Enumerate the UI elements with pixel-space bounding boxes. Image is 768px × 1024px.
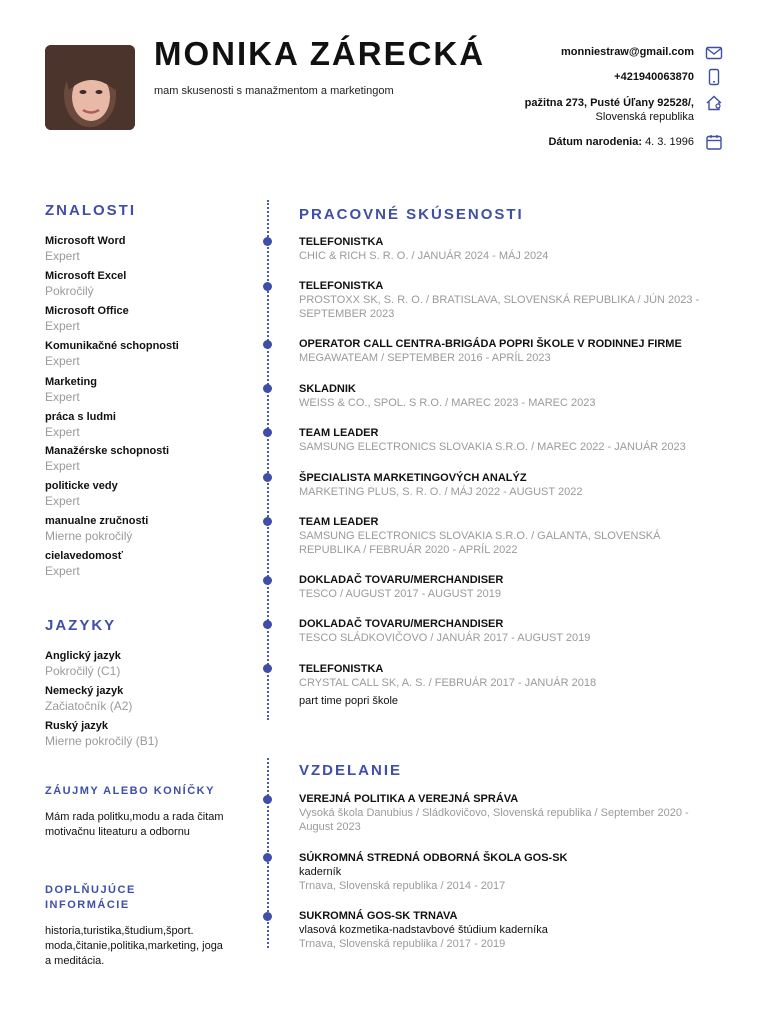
birth-date: Dátum narodenia: 4. 3. 1996 [548, 136, 694, 148]
hobbies-heading: ZÁUJMY ALEBO KONÍČKY [45, 785, 215, 797]
phone-icon [705, 68, 723, 86]
skills-heading: ZNALOSTI [45, 202, 136, 219]
profile-photo [45, 45, 135, 130]
skill-item: politicke vedy Expert [45, 480, 118, 508]
phone-text[interactable]: +421940063870 [614, 71, 694, 83]
experience-heading: PRACOVNÉ SKÚSENOSTI [299, 206, 524, 223]
experience-item: TELEFONISTKA PROSTOXX SK, S. R. O. / BRATISLAVA, SLOVENSKÁ REPUBLIKA / JÚN 2023 - SEPTEMBER 2023 [299, 280, 700, 320]
skill-item: práca s ludmi Expert [45, 411, 116, 439]
experience-item: TELEFONISTKA CHIC & RICH S. R. O. / JANUÁR 2024 - MÁJ 2024 [299, 236, 549, 262]
skill-item: manualne zručnosti Mierne pokročilý [45, 515, 149, 543]
skill-item: Microsoft Excel Pokročilý [45, 270, 127, 298]
timeline-dot [263, 384, 272, 393]
skill-item: Komunikačné schopnosti Expert [45, 340, 179, 368]
experience-item: TELEFONISTKA CRYSTAL CALL SK, A. S. / FEBRUÁR 2017 - JANUÁR 2018 part time popri škole [299, 663, 597, 707]
timeline-dot [263, 795, 272, 804]
timeline-dot [263, 620, 272, 629]
skill-item: Manažérske schopnosti Expert [45, 445, 170, 473]
skill-item: cielavedomosť Expert [45, 550, 124, 578]
experience-item: ŠPECIALISTA MARKETINGOVÝCH ANALÝZ MARKETING PLUS, S. R. O. / MÁJ 2022 - AUGUST 2022 [299, 472, 583, 498]
education-heading: VZDELANIE [299, 762, 403, 779]
hobbies-text: Mám rada politku,modu a rada čitam motivačnu liteaturu a odbornu [45, 811, 224, 838]
email-text[interactable]: monniestraw@gmail.com [561, 46, 694, 58]
experience-timeline [267, 200, 269, 720]
additional-info-text: historia,turistika,študium,šport. moda,čitanie,politika,marketing, joga a meditácia. [45, 925, 223, 967]
home-icon [705, 94, 723, 112]
timeline-dot [263, 912, 272, 921]
skill-item: Microsoft Word Expert [45, 235, 126, 263]
education-item: SÚKROMNÁ STREDNÁ ODBORNÁ ŠKOLA GOS-SK kaderník Trnava, Slovenská republika / 2014 - 2017 [299, 852, 568, 892]
language-item: Ruský jazyk Mierne pokročilý (B1) [45, 720, 159, 748]
experience-item: OPERATOR CALL CENTRA-BRIGÁDA POPRI ŠKOLE V RODINNEJ FIRME MEGAWATEAM / SEPTEMBER 2016 - APRÍL 2023 [299, 338, 682, 364]
calendar-icon [705, 133, 723, 151]
timeline-dot [263, 853, 272, 862]
timeline-dot [263, 428, 272, 437]
envelope-icon [705, 44, 723, 62]
experience-item: TEAM LEADER SAMSUNG ELECTRONICS SLOVAKIA S.R.O. / MAREC 2022 - JANUÁR 2023 [299, 427, 686, 453]
skill-item: Marketing Expert [45, 376, 97, 404]
timeline-dot [263, 473, 272, 482]
timeline-dot [263, 340, 272, 349]
education-item: VEREJNÁ POLITIKA A VEREJNÁ SPRÁVA Vysoká škola Danubius / Sládkovičovo, Slovenská republika / September 2020 - August 2023 [299, 793, 689, 833]
address-text: pažitna 273, Pusté Úľany 92528/, Slovenská republika [524, 97, 694, 123]
candidate-tagline: mam skusenosti s manažmentom a marketingom [154, 85, 394, 97]
experience-item: TEAM LEADER SAMSUNG ELECTRONICS SLOVAKIA S.R.O. / GALANTA, SLOVENSKÁ REPUBLIKA / FEBRUÁR 2020 - APRÍL 2022 [299, 516, 661, 556]
timeline-dot [263, 282, 272, 291]
experience-item: DOKLADAČ TOVARU/MERCHANDISER TESCO SLÁDKOVIČOVO / JANUÁR 2017 - AUGUST 2019 [299, 618, 591, 644]
timeline-dot [263, 664, 272, 673]
skill-item: Microsoft Office Expert [45, 305, 129, 333]
timeline-dot [263, 517, 272, 526]
experience-item: DOKLADAČ TOVARU/MERCHANDISER TESCO / AUGUST 2017 - AUGUST 2019 [299, 574, 504, 600]
education-item: SUKROMNÁ GOS-SK TRNAVA vlasová kozmetika-nadstavbové štúdium kaderníka Trnava, Slovenská republika / 2017 - 2019 [299, 910, 548, 950]
language-item: Anglický jazyk Pokročilý (C1) [45, 650, 121, 678]
candidate-name: MONIKA ZÁRECKÁ [154, 35, 486, 72]
experience-item: SKLADNIK WEISS & CO., SPOL. S R.O. / MAREC 2023 - MAREC 2023 [299, 383, 596, 409]
timeline-dot [263, 237, 272, 246]
timeline-dot [263, 576, 272, 585]
additional-info-heading: DOPLŇUJÚCE INFORMÁCIE [45, 884, 136, 911]
language-item: Nemecký jazyk Začiatočník (A2) [45, 685, 133, 713]
languages-heading: JAZYKY [45, 617, 117, 634]
